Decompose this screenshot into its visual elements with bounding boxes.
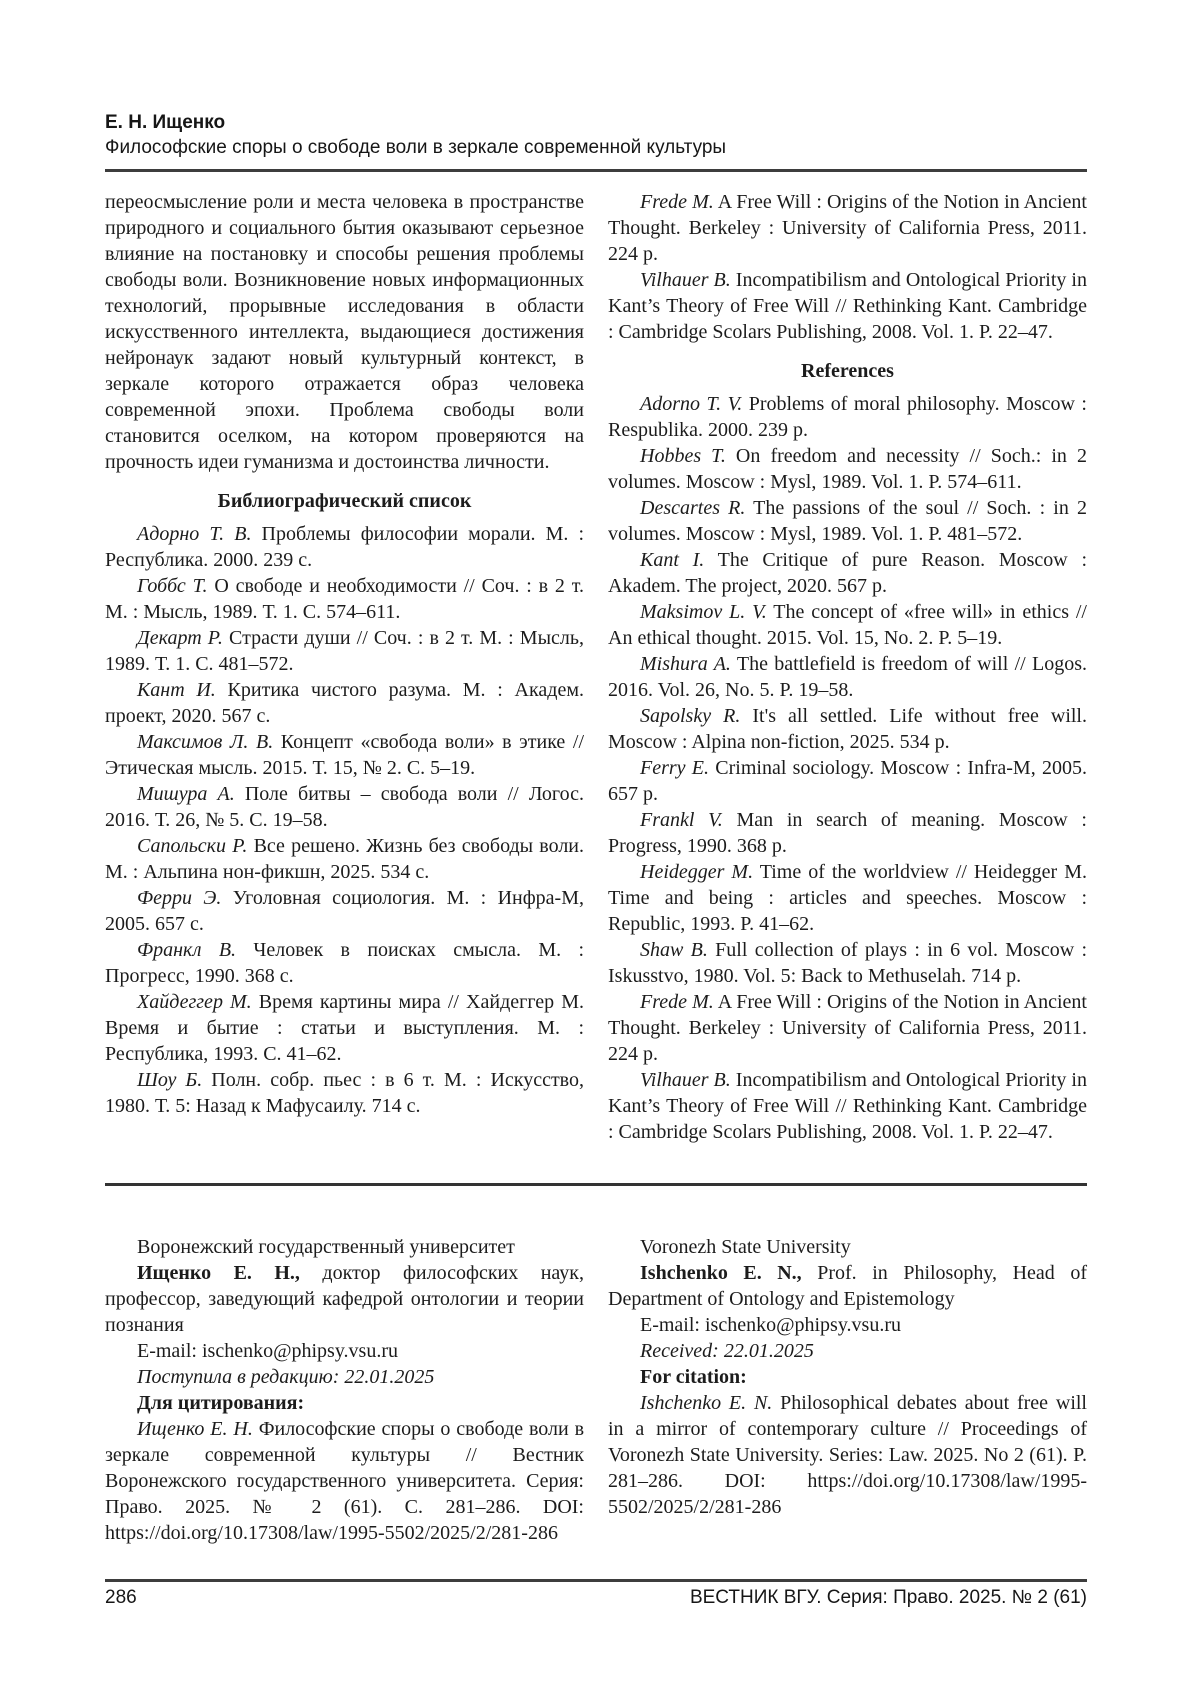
reference-item (105, 677, 584, 729)
running-head (105, 110, 1087, 160)
reference-author: Mishura A. (640, 653, 731, 675)
reference-item (608, 937, 1087, 989)
author-info-en (608, 1234, 1087, 1546)
reference-author: Sapolsky R. (640, 705, 741, 727)
reference-item (105, 885, 584, 937)
reference-author: Frede M. (640, 191, 714, 213)
affiliation-en: Voronezh State University (640, 1236, 851, 1258)
reference-item (105, 625, 584, 677)
column-left (105, 189, 584, 1145)
reference-item (105, 781, 584, 833)
reference-author: Хайдеггер М. (137, 991, 252, 1013)
citation-label-en: For citation: (640, 1366, 747, 1388)
reference-text: Time of the worldview // Heidegger M. Time and being : articles and speeches. Moscow : Republic, 1993. P. 41–62. (608, 861, 1087, 935)
author-email-ru: E-mail: ischenko@phipsy.vsu.ru (137, 1340, 398, 1362)
reference-item (608, 651, 1087, 703)
reference-author: Адорно Т. В. (137, 523, 252, 545)
reference-text: Criminal sociology. Moscow : Infra-M, 2005. 657 p. (608, 757, 1087, 805)
footer-row (105, 1585, 1087, 1611)
intro-paragraph: переосмысление роли и места человека в пространстве природного и социального бытия оказывают серьезное влияние на постановку и способы решения проблемы свободы воли. Возникновение новых информационных технологий, прорывные исследования в области искусственного интеллекта, выдающиеся достижения нейронаук задают новый культурный контекст, в зеркале которого отражается образ человека современной эпохи. Проблема свободы воли становится оселком, на котором проверяются на прочность идеи гуманизма и достоинства личности. (105, 191, 584, 473)
reference-text: Incompatibilism and Ontological Priority in Kant’s Theory of Free Will // Rethinking Kant. Cambridge : Cambridge Scolars Publishing, 2008. Vol. 1. P. 22–47. (608, 1069, 1087, 1143)
reference-text: Все решено. Жизнь без свободы воли. М. : Альпина нон-фикшн, 2025. 534 с. (105, 835, 584, 883)
reference-item (608, 267, 1087, 345)
author-line-en (608, 1260, 1087, 1312)
reference-author: Гоббс Т. (137, 575, 208, 597)
reference-author: Максимов Л. В. (137, 731, 274, 753)
reference-text: The passions of the soul // Soch. : in 2 volumes. Moscow : Mysl, 1989. Vol. 1. P. 481–572. (608, 497, 1087, 545)
reference-author: Frede M. (640, 991, 714, 1013)
reference-text: Incompatibilism and Ontological Priority in Kant’s Theory of Free Will // Rethinking Kant. Cambridge : Cambridge Scolars Publishing, 2008. Vol. 1. P. 22–47. (608, 269, 1087, 343)
citation-text-ru: Философские споры о свободе воли в зеркале современной культуры // Вестник Воронежского государственного университета. Серия: Право. 2025. № 2 (61). С. 281–286. DOI: https://doi.org/10.17308/law/1995-5502/2025/2/281-286 (105, 1418, 585, 1544)
reference-author: Сапольски Р. (137, 835, 248, 857)
reference-text: A Free Will : Origins of the Notion in Ancient Thought. Berkeley : University of California Press, 2011. 224 p. (608, 991, 1087, 1065)
section-divider-rule (105, 1183, 1087, 1186)
bibliography-list (105, 521, 584, 1119)
reference-text: Полн. собр. пьес : в 6 т. М. : Искусство, 1980. Т. 5: Назад к Мафусаилу. 714 с. (105, 1069, 584, 1117)
reference-author: Descartes R. (640, 497, 746, 519)
author-name-ru: Ищенко Е. Н., (137, 1262, 300, 1284)
author-info-ru (105, 1234, 584, 1546)
page-footer (105, 1549, 1087, 1611)
reference-author: Hobbes T. (640, 445, 726, 467)
reference-author: Ферри Э. (137, 887, 222, 909)
running-head-article-title: Философские споры о свободе воли в зеркале современной культуры (105, 137, 727, 158)
journal-title: ВЕСТНИК ВГУ. Серия: Право. 2025. № 2 (61) (689, 1587, 1087, 1608)
reference-author: Мишура А. (137, 783, 235, 805)
reference-text: Man in search of meaning. Moscow : Progress, 1990. 368 p. (608, 809, 1087, 857)
reference-text: On freedom and necessity // Soch.: in 2 volumes. Moscow : Mysl, 1989. Vol. 1. P. 574–611. (608, 445, 1087, 493)
citation-ru (105, 1416, 584, 1546)
reference-author: Vilhauer B. (640, 1069, 731, 1091)
author-name-en: Ishchenko E. N., (640, 1262, 802, 1284)
reference-text: Problems of moral philosophy. Moscow : Respublika. 2000. 239 p. (608, 393, 1087, 441)
affiliation-ru: Воронежский государственный университет (137, 1236, 515, 1258)
article-columns (105, 189, 1087, 1145)
references-list (608, 391, 1087, 1145)
reference-author: Ferry E. (640, 757, 710, 779)
reference-item (608, 755, 1087, 807)
author-info-columns (105, 1234, 1087, 1546)
reference-author: Vilhauer B. (640, 269, 731, 291)
reference-text: Время картины мира // Хайдеггер М. Время и бытие : статьи и выступления. М. : Республика, 1993. С. 41–62. (105, 991, 584, 1065)
reference-text: Full collection of plays : in 6 vol. Moscow : Iskusstvo, 1980. Vol. 5: Back to Methuselah. 714 p. (608, 939, 1087, 987)
reference-item (608, 443, 1087, 495)
reference-text: Критика чистого разума. М. : Академ. проект, 2020. 567 с. (105, 679, 584, 727)
reference-item (105, 937, 584, 989)
reference-text: The battlefield is freedom of will // Logos. 2016. Vol. 26, No. 5. P. 19–58. (608, 653, 1087, 701)
reference-item (608, 807, 1087, 859)
citation-text-en: Philosophical debates about free will in a mirror of contemporary culture // Proceedings of Voronezh State University. Series: Law. 2025. No 2 (61). P. 281–286. DOI: https://doi.org/10.17308/law/1995-5502/2025/2/281-286 (608, 1392, 1087, 1518)
reference-text: Поле битвы – свобода воли // Логос. 2016. Т. 26, № 5. С. 19–58. (105, 783, 584, 831)
reference-item (608, 547, 1087, 599)
reference-item (608, 599, 1087, 651)
reference-author: Кант И. (137, 679, 216, 701)
reference-author: Декарт Р. (137, 627, 223, 649)
reference-author: Adorno T. V. (640, 393, 743, 415)
author-position-en: Prof. in Philosophy, Head of Department of Ontology and Epistemology (608, 1262, 1087, 1310)
reference-author: Heidegger M. (640, 861, 754, 883)
reference-text: Уголовная социология. М. : Инфра-М, 2005. 657 с. (105, 887, 585, 935)
reference-author: Франкл В. (137, 939, 237, 961)
received-date-ru: Поступила в редакцию: 22.01.2025 (137, 1366, 435, 1388)
citation-label-ru: Для цитирования: (137, 1392, 305, 1414)
column-right (608, 189, 1087, 1145)
reference-text: A Free Will : Origins of the Notion in Ancient Thought. Berkeley : University of California Press, 2011. 224 p. (608, 191, 1087, 265)
reference-item (608, 989, 1087, 1067)
reference-text: The concept of «free will» in ethics // An ethical thought. 2015. Vol. 15, No. 2. P. 5–19. (608, 601, 1087, 649)
page-number: 286 (105, 1587, 137, 1608)
reference-item (608, 189, 1087, 267)
reference-text: The Critique of pure Reason. Moscow : Akadem. The project, 2020. 567 p. (608, 549, 1087, 597)
reference-item (608, 859, 1087, 937)
references-heading: References (801, 360, 894, 382)
reference-text: Проблемы философии морали. М. : Республика. 2000. 239 с. (105, 523, 585, 571)
reference-item (608, 703, 1087, 755)
reference-item (105, 1067, 584, 1119)
citation-en (608, 1390, 1087, 1520)
reference-text: Страсти души // Соч. : в 2 т. М. : Мысль, 1989. Т. 1. С. 481–572. (105, 627, 585, 675)
author-line-ru (105, 1260, 584, 1338)
reference-text: О свободе и необходимости // Соч. : в 2 т. М. : Мысль, 1989. Т. 1. С. 574–611. (105, 575, 584, 623)
header-rule (105, 169, 1087, 172)
reference-item (105, 521, 584, 573)
author-position-ru: доктор философских наук, профессор, заведующий кафедрой онтологии и теории познания (105, 1262, 584, 1336)
bibliography-list-continued (608, 189, 1087, 345)
reference-item (608, 391, 1087, 443)
footer-rule (105, 1579, 1087, 1582)
reference-author: Kant I. (640, 549, 705, 571)
reference-item (105, 573, 584, 625)
author-email-en: E-mail: ischenko@phipsy.vsu.ru (640, 1314, 901, 1336)
reference-text: It's all settled. Life without free will. Moscow : Alpina non-fiction, 2025. 534 p. (608, 705, 1087, 753)
reference-item (105, 833, 584, 885)
reference-item (105, 989, 584, 1067)
citation-author-en: Ishchenko E. N. (640, 1392, 773, 1414)
reference-item (105, 729, 584, 781)
reference-author: Maksimov L. V. (640, 601, 767, 623)
citation-author-ru: Ищенко Е. Н. (137, 1418, 253, 1440)
bibliography-heading: Библиографический список (217, 490, 472, 512)
reference-text: Концепт «свобода воли» в этике // Этическая мысль. 2015. Т. 15, № 2. С. 5–19. (105, 731, 584, 779)
running-head-author: Е. Н. Ищенко (105, 112, 226, 133)
reference-author: Frankl V. (640, 809, 723, 831)
reference-item (608, 1067, 1087, 1145)
received-date-en: Received: 22.01.2025 (640, 1340, 814, 1362)
reference-author: Шоу Б. (137, 1069, 203, 1091)
reference-text: Человек в поисках смысла. М. : Прогресс, 1990. 368 с. (105, 939, 585, 987)
reference-author: Shaw B. (640, 939, 708, 961)
reference-item (608, 495, 1087, 547)
